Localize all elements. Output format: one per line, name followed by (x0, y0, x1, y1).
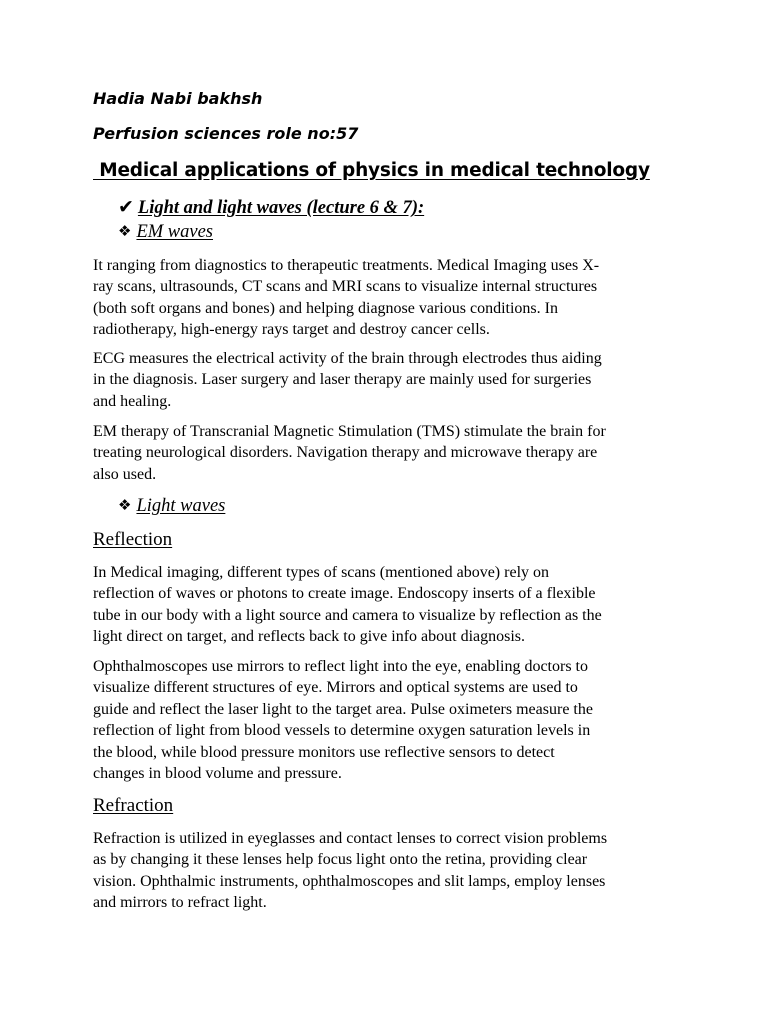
diamond-bullet-icon: ❖ (118, 496, 132, 514)
text-line: also used. (93, 465, 157, 483)
topic-line (118, 196, 424, 219)
light-waves-heading-text: Light waves (136, 496, 226, 516)
em-waves-paragraph-3 (93, 421, 683, 485)
course-info: Perfusion sciences role no:57 (93, 124, 359, 143)
em-waves-paragraph-1 (93, 255, 683, 341)
topic-label: Light and light waves (lecture 6 & 7): (137, 198, 425, 218)
reflection-paragraph-2 (93, 656, 683, 784)
diamond-bullet-icon: ❖ (118, 222, 132, 240)
text-line: the blood, while blood pressure monitors use reflective sensors to detect (93, 743, 555, 761)
light-waves-heading (118, 496, 225, 517)
text-line: It ranging from diagnostics to therapeutic treatments. Medical Imaging uses X- (93, 257, 600, 274)
text-line: treating neurological disorders. Navigation therapy and microwave therapy are (93, 444, 598, 462)
text-line: as by changing it these lenses help focus light onto the retina, providing clear (93, 851, 588, 869)
text-line: changes in blood volume and pressure. (93, 765, 342, 783)
em-waves-paragraph-2 (93, 348, 683, 412)
checkmark-icon: ✔ (118, 196, 134, 218)
text-line: radiotherapy, high-energy rays target and destroy cancer cells. (93, 321, 490, 339)
text-line: reflection of waves or photons to create image. Endoscopy inserts of a flexible (93, 585, 596, 603)
text-line: ECG measures the electrical activity of the brain through electrodes thus aiding (93, 350, 602, 367)
text-line: Refraction is utilized in eyeglasses and contact lenses to correct vision problems (93, 830, 608, 847)
text-line: In Medical imaging, different types of scans (mentioned above) rely on (93, 564, 550, 581)
text-line: guide and reflect the laser light to the target area. Pulse oximeters measure the (93, 700, 593, 718)
text-line: light direct on target, and reflects back to give info about diagnosis. (93, 628, 526, 646)
document-title: Medical applications of physics in medical technology (93, 160, 650, 181)
refraction-paragraph-1 (93, 828, 683, 914)
refraction-heading: Refraction (93, 795, 174, 816)
text-line: in the diagnosis. Laser surgery and laser therapy are mainly used for surgeries (93, 371, 592, 389)
text-line: vision. Ophthalmic instruments, ophthalmoscopes and slit lamps, employ lenses (93, 872, 606, 890)
text-line: and healing. (93, 392, 172, 410)
reflection-heading: Reflection (93, 529, 173, 550)
em-waves-heading-text: EM waves (136, 222, 214, 242)
text-line: (both soft organs and bones) and helping diagnose various conditions. In (93, 299, 558, 317)
text-line: visualize different structures of eye. Mirrors and optical systems are used to (93, 679, 578, 697)
text-line: tube in our body with a light source and camera to visualize by reflection as the (93, 606, 602, 624)
text-line: EM therapy of Transcranial Magnetic Stimulation (TMS) stimulate the brain for (93, 423, 606, 440)
em-waves-heading (118, 222, 213, 243)
text-line: ray scans, ultrasounds, CT scans and MRI scans to visualize internal structures (93, 278, 598, 296)
reflection-paragraph-1 (93, 562, 683, 648)
text-line: and mirrors to refract light. (93, 894, 267, 912)
text-line: Ophthalmoscopes use mirrors to reflect light into the eye, enabling doctors to (93, 658, 588, 675)
author-name: Hadia Nabi bakhsh (93, 89, 263, 108)
text-line: reflection of light from blood vessels to determine oxygen saturation levels in (93, 722, 591, 740)
